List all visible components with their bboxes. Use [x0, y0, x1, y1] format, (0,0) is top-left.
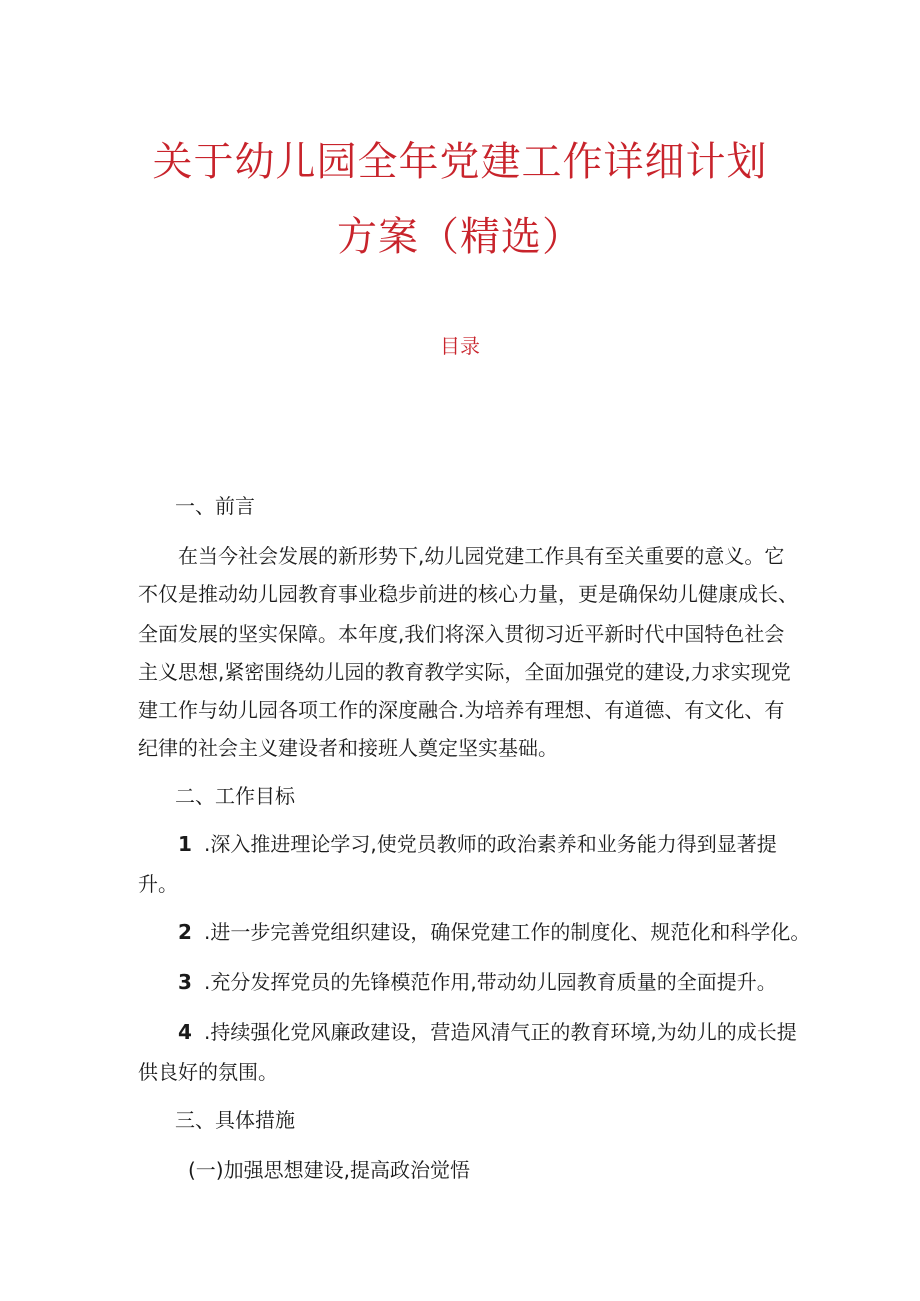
goal-item-text: .深入推进理论学习,使党员教师的政治素养和业务能力得到显著提 — [204, 832, 777, 856]
document-title-line1: 关于幼儿园全年党建工作详细计划 — [152, 139, 768, 185]
preface-paragraph-line: 不仅是推动幼儿园教育事业稳步前进的核心力量，更是确保幼儿健康成长、 — [138, 582, 798, 606]
preface-paragraph-line: 纪律的社会主义建设者和接班人奠定坚实基础。 — [138, 736, 558, 760]
section-heading-goals: 二、工作目标 — [175, 784, 295, 808]
goal-item — [178, 1016, 797, 1045]
goal-item-continuation: 升。 — [138, 872, 178, 896]
toc-label: 目录 — [440, 334, 480, 358]
goal-item-number: 1 — [178, 832, 192, 856]
section-heading-preface: 一、前言 — [175, 494, 255, 518]
subsection-heading: (一)加强思想建设,提高政治觉悟 — [188, 1158, 470, 1182]
preface-paragraph-line: 主义思想,紧密围绕幼儿园的教育教学实际，全面加强党的建设,力求实现党 — [138, 660, 791, 684]
goal-item-continuation: 供良好的氛围。 — [138, 1060, 278, 1084]
preface-paragraph-line: 建工作与幼儿园各项工作的深度融合.为培养有理想、有道德、有文化、有 — [138, 698, 785, 722]
goal-item-number: 2 — [178, 920, 192, 944]
preface-paragraph-line: 全面发展的坚实保障。本年度,我们将深入贯彻习近平新时代中国特色社会 — [138, 622, 785, 646]
goal-item — [178, 916, 810, 945]
goal-item-number: 4 — [178, 1020, 192, 1044]
goal-item-text: .进一步完善党组织建设，确保党建工作的制度化、规范化和科学化。 — [204, 920, 811, 944]
goal-item-text: .充分发挥党员的先锋模范作用,带动幼儿园教育质量的全面提升。 — [204, 970, 777, 994]
goal-item-number: 3 — [178, 970, 192, 994]
preface-paragraph-line: 在当今社会发展的新形势下,幼儿园党建工作具有至关重要的意义。它 — [178, 544, 785, 568]
document-title-line2: 方案（精选） — [337, 214, 583, 260]
goal-item-text: .持续强化党风廉政建设，营造风清气正的教育环境,为幼儿的成长提 — [204, 1020, 797, 1044]
goal-item — [178, 828, 777, 857]
section-heading-measures: 三、具体措施 — [175, 1108, 295, 1132]
goal-item — [178, 966, 777, 995]
